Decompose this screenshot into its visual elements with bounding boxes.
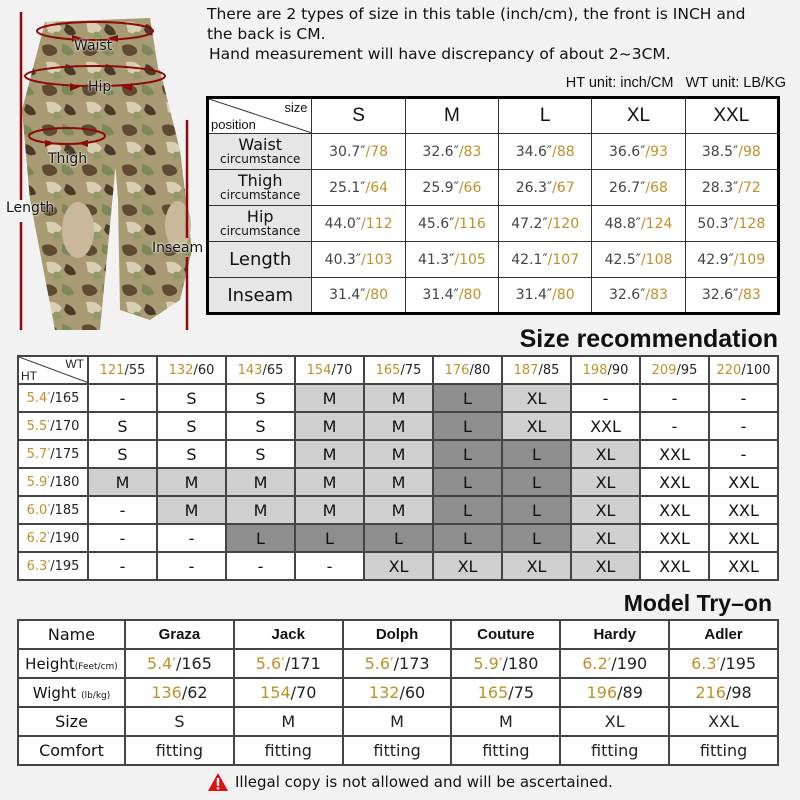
recommended-size-cell: S (226, 384, 295, 412)
recommendation-row (18, 552, 778, 580)
weight-header: 165/75 (364, 356, 433, 384)
recommended-size-cell: M (226, 468, 295, 496)
height-header: 5.5′/170 (18, 412, 88, 440)
height-header: 5.9′/180 (18, 468, 88, 496)
size-chart-row (208, 278, 779, 314)
model-height: 5.4′/165 (125, 649, 234, 678)
recommended-size-cell: XL (571, 440, 640, 468)
model-size-row (18, 707, 778, 736)
model-height: 5.6′/173 (343, 649, 452, 678)
measurement-cell: 31.4″/80 (312, 278, 405, 314)
recommended-size-cell: XL (571, 524, 640, 552)
measurement-cell: 30.7″/78 (312, 134, 405, 170)
measurement-cell: 31.4″/80 (499, 278, 592, 314)
recommendation-row (18, 468, 778, 496)
recommended-size-cell: XXL (709, 496, 778, 524)
model-name: Adler (669, 620, 778, 649)
recommended-size-cell: XL (502, 384, 571, 412)
model-height-row (18, 649, 778, 678)
hip-label: Hip (88, 79, 112, 95)
position-label: Thigh circumstance (208, 170, 312, 206)
size-header: S (312, 98, 405, 134)
recommended-size-cell: XL (502, 412, 571, 440)
recommended-size-cell: M (364, 412, 433, 440)
unit-note: HT unit: inch/CM WT unit: LB/KG (565, 75, 786, 91)
recommended-size-cell: XXL (709, 468, 778, 496)
recommended-size-cell: M (364, 496, 433, 524)
recommended-size-cell: XL (364, 552, 433, 580)
thigh-label: Thigh (48, 151, 88, 167)
recommended-size-cell: L (502, 524, 571, 552)
model-size: M (234, 707, 343, 736)
model-name-row (18, 620, 778, 649)
recommended-size-cell: XL (571, 496, 640, 524)
measurement-cell: 50.3″/128 (685, 206, 778, 242)
recommended-size-cell: - (640, 412, 709, 440)
measurement-cell: 32.6″/83 (405, 134, 498, 170)
size-chart-table (206, 96, 780, 315)
recommended-size-cell: M (295, 384, 364, 412)
warning-icon (207, 772, 229, 792)
model-name: Hardy (560, 620, 669, 649)
model-name: Graza (125, 620, 234, 649)
height-label: Height(Feet/cm) (18, 649, 125, 678)
corner-wt-label: WT (65, 357, 84, 371)
recommended-size-cell: XXL (709, 552, 778, 580)
model-height: 5.9′/180 (451, 649, 560, 678)
model-comfort-row (18, 736, 778, 765)
recommendation-header-row (18, 356, 778, 384)
size-header: L (499, 98, 592, 134)
recommended-size-cell: L (502, 496, 571, 524)
recommended-size-cell: S (88, 412, 157, 440)
recommended-size-cell: L (364, 524, 433, 552)
measurement-cell: 41.3″/105 (405, 242, 498, 278)
model-tryon-table (17, 619, 779, 766)
recommended-size-cell: S (157, 440, 226, 468)
recommended-size-cell: XL (571, 552, 640, 580)
comfort-label: Comfort (18, 736, 125, 765)
weight-header: 187/85 (502, 356, 571, 384)
weight-header: 220/100 (709, 356, 778, 384)
size-chart-row (208, 242, 779, 278)
recommended-size-cell: M (295, 412, 364, 440)
recommendation-row (18, 412, 778, 440)
corner-position-label: position (211, 117, 256, 132)
recommended-size-cell: M (364, 468, 433, 496)
model-height: 6.2′/190 (560, 649, 669, 678)
recommended-size-cell: - (709, 440, 778, 468)
inseam-label: Inseam (152, 240, 204, 256)
measurement-cell: 25.1″/64 (312, 170, 405, 206)
recommended-size-cell: XL (433, 552, 502, 580)
model-name: Jack (234, 620, 343, 649)
recommended-size-cell: L (226, 524, 295, 552)
recommended-size-cell: - (157, 524, 226, 552)
recommended-size-cell: M (295, 496, 364, 524)
recommendation-row (18, 384, 778, 412)
measurement-cell: 31.4″/80 (405, 278, 498, 314)
recommended-size-cell: XXL (571, 412, 640, 440)
recommended-size-cell: L (433, 412, 502, 440)
recommended-size-cell: XXL (640, 440, 709, 468)
recommended-size-cell: M (157, 496, 226, 524)
model-comfort: fitting (669, 736, 778, 765)
size-chart-row (208, 206, 779, 242)
recommended-size-cell: S (226, 440, 295, 468)
recommended-size-cell: M (295, 440, 364, 468)
model-height: 5.6′/171 (234, 649, 343, 678)
model-comfort: fitting (234, 736, 343, 765)
recommended-size-cell: M (88, 468, 157, 496)
size-chart-corner (208, 98, 312, 134)
recommended-size-cell: M (364, 384, 433, 412)
height-header: 6.2′/190 (18, 524, 88, 552)
measurement-cell: 38.5″/98 (685, 134, 778, 170)
size-chart-row (208, 134, 779, 170)
model-weight: 165/75 (451, 678, 560, 707)
recommended-size-cell: XXL (640, 496, 709, 524)
model-comfort: fitting (125, 736, 234, 765)
recommended-size-cell: L (433, 524, 502, 552)
weight-header: 143/65 (226, 356, 295, 384)
size-recommendation-table (17, 355, 779, 581)
recommended-size-cell: XXL (640, 468, 709, 496)
intro-line-1: There are 2 types of size in this table (inch/cm), the front is INCH and (207, 5, 746, 23)
intro-notes (207, 4, 797, 64)
recommended-size-cell: - (571, 384, 640, 412)
measurement-cell: 42.9″/109 (685, 242, 778, 278)
pants-illustration (0, 0, 205, 330)
waist-label: Waist (74, 38, 113, 54)
warning-text: Illegal copy is not allowed and will be ascertained. (235, 773, 613, 791)
model-size: S (125, 707, 234, 736)
model-size: XL (560, 707, 669, 736)
recommended-size-cell: - (88, 384, 157, 412)
model-weight: 154/70 (234, 678, 343, 707)
recommended-size-cell: - (88, 496, 157, 524)
measurement-cell: 36.6″/93 (592, 134, 685, 170)
recommended-size-cell: L (433, 496, 502, 524)
recommended-size-cell: M (157, 468, 226, 496)
model-weight: 136/62 (125, 678, 234, 707)
position-label: Hip circumstance (208, 206, 312, 242)
recommended-size-cell: S (157, 384, 226, 412)
measurement-cell: 45.6″/116 (405, 206, 498, 242)
measurement-cell: 42.1″/107 (499, 242, 592, 278)
recommended-size-cell: - (157, 552, 226, 580)
corner-size-label: size (284, 100, 308, 115)
recommended-size-cell: S (157, 412, 226, 440)
recommendation-row (18, 496, 778, 524)
height-header: 6.3′/195 (18, 552, 88, 580)
size-header: XXL (685, 98, 778, 134)
position-label: Length (208, 242, 312, 278)
recommendation-corner (18, 356, 88, 384)
intro-line-2: the back is CM. (207, 25, 326, 43)
weight-header: 198/90 (571, 356, 640, 384)
recommended-size-cell: L (433, 468, 502, 496)
recommended-size-cell: XXL (640, 524, 709, 552)
weight-header: 176/80 (433, 356, 502, 384)
recommended-size-cell: - (295, 552, 364, 580)
recommended-size-cell: L (295, 524, 364, 552)
recommended-size-cell: - (226, 552, 295, 580)
recommended-size-cell: L (433, 384, 502, 412)
model-weight: 132/60 (343, 678, 452, 707)
recommendation-row (18, 524, 778, 552)
recommended-size-cell: M (364, 440, 433, 468)
recommended-size-cell: - (88, 524, 157, 552)
model-comfort: fitting (343, 736, 452, 765)
weight-header: 121/55 (88, 356, 157, 384)
recommended-size-cell: XXL (640, 552, 709, 580)
height-header: 6.0′/185 (18, 496, 88, 524)
length-label: Length (6, 200, 55, 216)
size-chart-row (208, 170, 779, 206)
weight-label: Wight (lb/kg) (18, 678, 125, 707)
measurement-cell: 44.0″/112 (312, 206, 405, 242)
model-tryon-title: Model Try–on (623, 590, 772, 616)
size-chart-header-row (208, 98, 779, 134)
size-label: Size (18, 707, 125, 736)
measurement-cell: 40.3″/103 (312, 242, 405, 278)
name-header: Name (18, 620, 125, 649)
weight-header: 154/70 (295, 356, 364, 384)
height-header: 5.7′/175 (18, 440, 88, 468)
model-weight: 216/98 (669, 678, 778, 707)
model-name: Dolph (343, 620, 452, 649)
recommended-size-cell: - (88, 552, 157, 580)
measurement-cell: 47.2″/120 (499, 206, 592, 242)
position-label: Waist circumstance (208, 134, 312, 170)
measurement-cell: 34.6″/88 (499, 134, 592, 170)
recommended-size-cell: XL (502, 552, 571, 580)
measurement-cell: 32.6″/83 (592, 278, 685, 314)
measurement-cell: 42.5″/108 (592, 242, 685, 278)
recommended-size-cell: L (502, 468, 571, 496)
model-weight: 196/89 (560, 678, 669, 707)
model-height: 6.3′/195 (669, 649, 778, 678)
corner-ht-label: HT (21, 369, 37, 383)
model-comfort: fitting (560, 736, 669, 765)
weight-header: 132/60 (157, 356, 226, 384)
recommended-size-cell: M (295, 468, 364, 496)
model-size: M (451, 707, 560, 736)
recommended-size-cell: - (640, 384, 709, 412)
size-header: M (405, 98, 498, 134)
position-label: Inseam (208, 278, 312, 314)
model-name: Couture (451, 620, 560, 649)
measurement-cell: 48.8″/124 (592, 206, 685, 242)
model-size: XXL (669, 707, 778, 736)
model-size: M (343, 707, 452, 736)
recommended-size-cell: S (88, 440, 157, 468)
measurement-cell: 25.9″/66 (405, 170, 498, 206)
recommended-size-cell: - (709, 384, 778, 412)
model-weight-row (18, 678, 778, 707)
model-comfort: fitting (451, 736, 560, 765)
recommended-size-cell: L (433, 440, 502, 468)
recommended-size-cell: L (502, 440, 571, 468)
recommended-size-cell: XL (571, 468, 640, 496)
intro-line-3: Hand measurement will have discrepancy of about 2~3CM. (209, 45, 671, 63)
recommended-size-cell: M (226, 496, 295, 524)
measurement-cell: 26.3″/67 (499, 170, 592, 206)
weight-header: 209/95 (640, 356, 709, 384)
measurement-cell: 28.3″/72 (685, 170, 778, 206)
recommended-size-cell: S (226, 412, 295, 440)
size-header: XL (592, 98, 685, 134)
measurement-cell: 32.6″/83 (685, 278, 778, 314)
recommended-size-cell: - (709, 412, 778, 440)
height-header: 5.4′/165 (18, 384, 88, 412)
measurement-cell: 26.7″/68 (592, 170, 685, 206)
recommendation-row (18, 440, 778, 468)
size-recommendation-title: Size recommendation (519, 325, 778, 353)
copyright-warning (207, 772, 613, 792)
recommended-size-cell: XXL (709, 524, 778, 552)
